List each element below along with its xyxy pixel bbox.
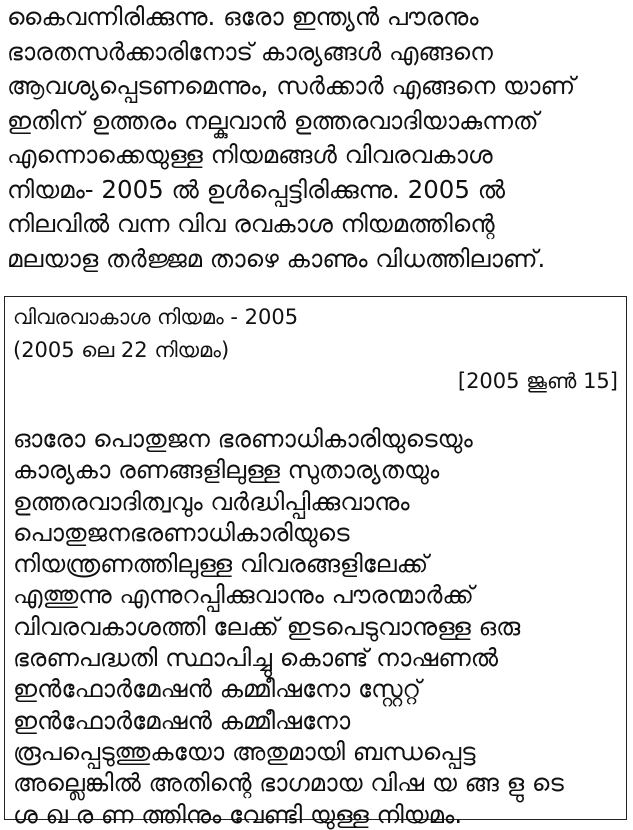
preamble-line: ഇൻഫോർമേഷൻ കമ്മീഷനോ സ്റ്റേറ്റ് xyxy=(13,674,422,704)
act-date: [2005 ജൂൺ 15] xyxy=(457,369,618,393)
intro-line: കൈവന്നിരിക്കുന്നു. ഒരോ ഇന്ത്യൻ പൗരനും xyxy=(7,2,479,31)
preamble-line: കാര്യകാ രണങ്ങളിലുള്ള സുതാര്യതയും xyxy=(13,455,440,485)
preamble-line: ഓരോ പൊതുജന ഭരണാധികാരിയുടെയും xyxy=(13,424,473,453)
intro-line: നിയമം- 2005 ൽ ഉൾപ്പെട്ടിരിക്കുന്നു. 2005 ൽ xyxy=(7,174,506,204)
intro-line: നിലവിൽ വന്ന വിവ രവകാശ നിയമത്തിന്റെ xyxy=(7,209,495,238)
act-number: (2005 ലെ 22 നിയമം) xyxy=(13,338,230,362)
act-title: വിവരവാകാശ നിയമം - 2005 xyxy=(13,305,299,329)
intro-paragraph xyxy=(7,0,629,276)
preamble-line: അല്ലെങ്കിൽ അതിന്റെ ഭാഗമായ വിഷ യ ങ്ങ ളു ടെ xyxy=(13,768,564,798)
preamble-line: നിയന്ത്രണത്തിലുള്ള വിവരങ്ങളിലേക്ക് xyxy=(13,549,429,579)
preamble-line: ഇൻഫോർമേഷൻ കമ്മീഷനോ xyxy=(13,705,351,735)
preamble-line: പൊതുജനഭരണാധികാരിയുടെ xyxy=(13,517,350,547)
preamble-line: എത്തുന്നു എന്നുറപ്പിക്കുവാനും പൗരന്മാർക്ക് xyxy=(13,580,474,610)
intro-line: ആവശ്യപ്പെടണമെന്നും, സർക്കാർ എങ്ങനെ യാണ് xyxy=(7,71,576,100)
preamble-line: വിവരവകാശത്തി ലേക്ക് ഇടപെടുവാനുള്ള ഒരു xyxy=(13,611,521,641)
intro-line: ഭാരതസർക്കാരിനോട് കാര്യങ്ങൾ എങ്ങനെ xyxy=(7,36,493,66)
intro-line: ഇതിന് ഉത്തരം നല്കുവാൻ ഉത്തരവാദിയാകുന്നത് xyxy=(7,105,539,135)
preamble-line: ശ ഖ ര ണ ത്തിനും വേണ്ടി യുള്ള നിയമം. xyxy=(13,799,463,829)
preamble-line: രൂപപ്പെടുത്തുകയോ അതുമായി ബന്ധപ്പെട്ട xyxy=(13,736,476,766)
intro-line: മലയാള തർജ്ജമ താഴെ കാണും വിധത്തിലാണ്. xyxy=(7,243,546,273)
intro-line: എന്നൊക്കെയുള്ള നിയമങ്ങൾ വിവരവകാശ xyxy=(7,140,493,169)
preamble-line: ഭരണപദ്ധതി സ്ഥാപിച്ചു കൊണ്ട് നാഷണൽ xyxy=(13,643,498,673)
preamble-line: ഉത്തരവാദിത്വവും വർദ്ധിപ്പിക്കുവാനും xyxy=(13,486,410,516)
act-box xyxy=(4,296,627,829)
act-preamble xyxy=(13,423,618,830)
